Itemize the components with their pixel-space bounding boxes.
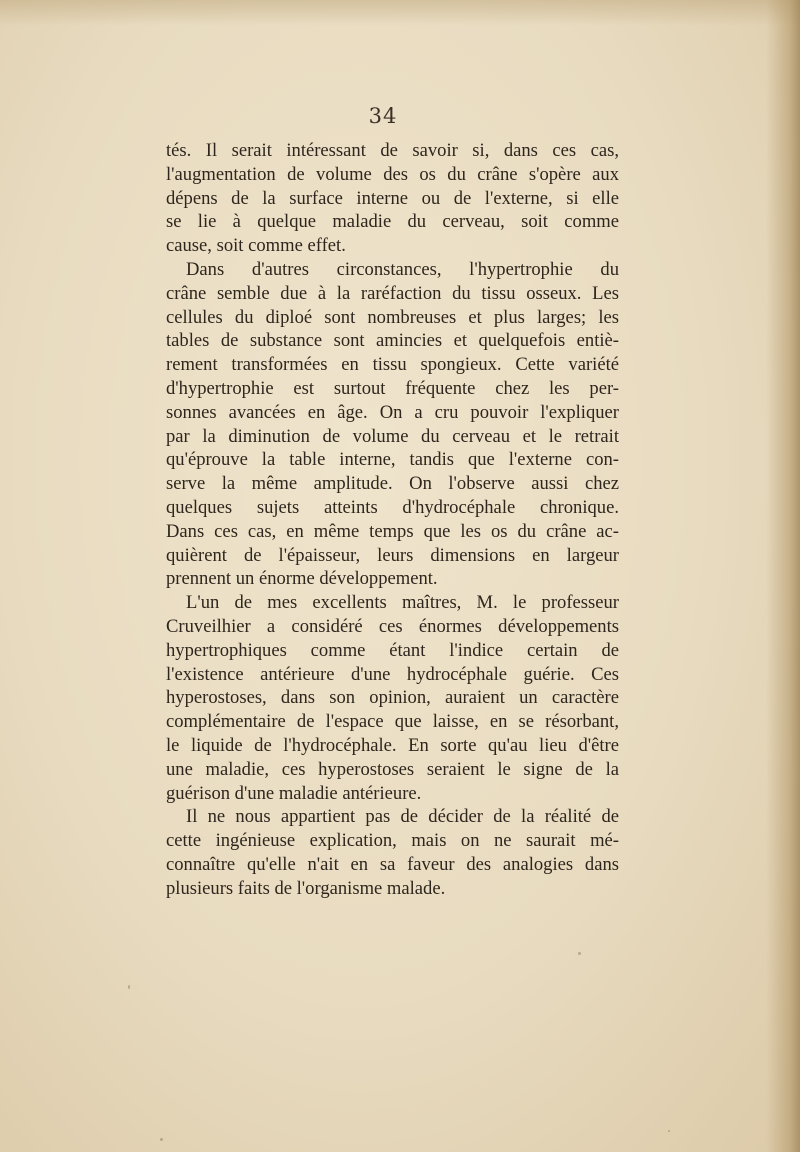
body-text	[166, 139, 619, 901]
paper-speck	[160, 1138, 163, 1141]
text-line: Dans ces cas, en même temps que les os du crâne ac-	[166, 520, 619, 542]
text-line: serve la même amplitude. On l'observe aussi chez	[166, 473, 619, 495]
text-line: une maladie, ces hyperostoses seraient le signe de la	[166, 758, 619, 780]
text-line: l'augmentation de volume des os du crâne s'opère aux	[166, 163, 619, 185]
text-line: connaître qu'elle n'ait en sa faveur des analogies dans	[166, 853, 619, 875]
text-line: cette ingénieuse explication, mais on ne saurait mé-	[166, 830, 619, 852]
text-line: cause, soit comme effet.	[166, 235, 346, 257]
text-line: Il ne nous appartient pas de décider de la réalité de	[186, 806, 619, 828]
text-line: quelques sujets atteints d'hydrocéphale chronique.	[166, 496, 619, 518]
text-line: l'existence antérieure d'une hydrocéphale guérie. Ces	[166, 663, 619, 685]
text-line: dépens de la surface interne ou de l'externe, si elle	[166, 187, 619, 209]
text-line: tables de substance sont amincies et quelquefois entiè-	[166, 330, 619, 352]
text-line: quièrent de l'épaisseur, leurs dimensions en largeur	[166, 544, 619, 566]
text-line: complémentaire de l'espace que laisse, en se résorbant,	[166, 711, 619, 733]
text-line: d'hypertrophie est surtout fréquente chez les per-	[166, 377, 619, 399]
text-line: le liquide de l'hydrocéphale. En sorte qu'au lieu d'être	[166, 734, 619, 756]
text-line: Cruveilhier a considéré ces énormes développements	[166, 615, 619, 637]
text-line: guérison d'une maladie antérieure.	[166, 782, 422, 804]
text-line: prennent un énorme développement.	[166, 568, 438, 590]
text-line: cellules du diploé sont nombreuses et plus larges; les	[166, 306, 619, 328]
text-line: par la diminution de volume du cerveau et le retrait	[166, 425, 619, 447]
text-line: tés. Il serait intéressant de savoir si, dans ces cas,	[166, 140, 619, 161]
page-top-shading	[0, 0, 800, 26]
text-line: se lie à quelque maladie du cerveau, soit comme	[166, 211, 619, 233]
paper-speck	[668, 1130, 670, 1132]
page-number: 34	[368, 104, 398, 128]
text-line: qu'éprouve la table interne, tandis que l'externe con-	[166, 449, 619, 471]
paper-speck	[578, 952, 581, 955]
paper-speck	[128, 985, 130, 989]
text-line: L'un de mes excellents maîtres, M. le professeur	[186, 592, 619, 614]
text-line: Dans d'autres circonstances, l'hypertrophie du	[186, 258, 619, 280]
text-line: plusieurs faits de l'organisme malade.	[166, 877, 446, 899]
text-line: hypertrophiques comme étant l'indice certain de	[166, 639, 619, 661]
text-line: sonnes avancées en âge. On a cru pouvoir l'expliquer	[166, 401, 619, 423]
text-line: hyperostoses, dans son opinion, auraient un caractère	[166, 687, 619, 709]
page-edge-shading	[766, 0, 800, 1152]
text-line: crâne semble due à la raréfaction du tissu osseux. Les	[166, 282, 619, 304]
text-line: rement transformées en tissu spongieux. Cette variété	[166, 354, 619, 376]
